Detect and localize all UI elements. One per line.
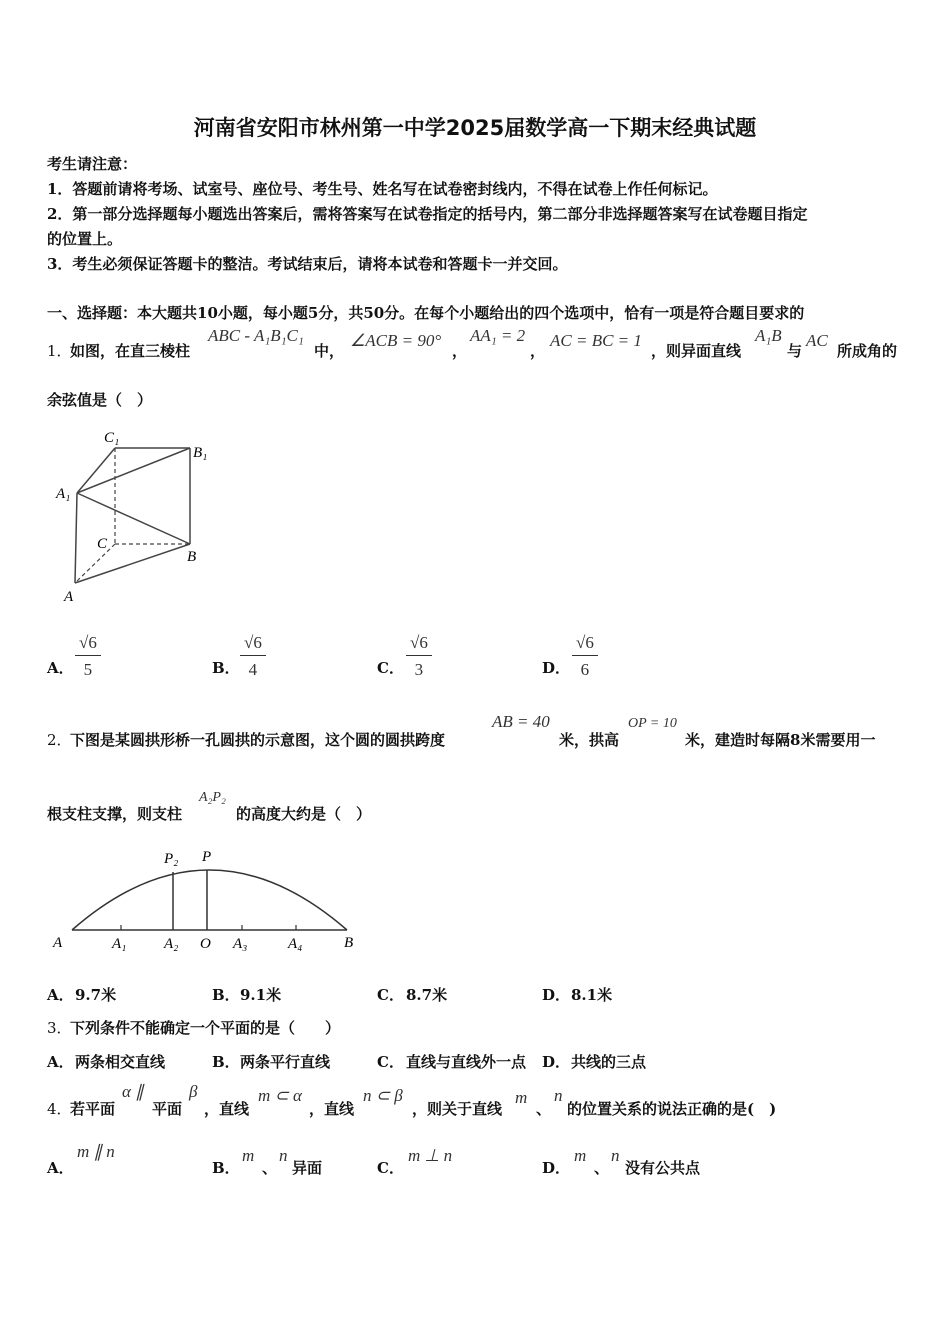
math-expression: m ⊂ α: [258, 1086, 302, 1105]
math-expression: AC: [806, 331, 828, 350]
prism-figure: [50, 420, 230, 610]
option-a-fraction[interactable]: [75, 633, 101, 680]
question-text: ，: [452, 342, 468, 360]
option-label: A．: [47, 1053, 74, 1071]
question-text: 如图，在直三棱柱: [70, 342, 191, 360]
question-text: 中，: [314, 342, 345, 360]
option-c-fraction[interactable]: [406, 633, 432, 680]
separator: 、: [594, 1159, 610, 1177]
label-c1: C₁: [104, 430, 120, 446]
denominator: 5: [83, 660, 93, 679]
label-a4: A₄: [288, 936, 303, 952]
denominator: 6: [580, 660, 590, 679]
option-b-math2[interactable]: n: [279, 1146, 288, 1165]
numerator: √6: [75, 633, 101, 656]
edge-ca: [75, 544, 115, 583]
option-b-fraction[interactable]: [240, 633, 266, 680]
math-expression: ABC - A₁B₁C₁: [208, 326, 304, 345]
numerator: √6: [572, 633, 598, 656]
option-b-math[interactable]: m: [242, 1146, 255, 1165]
notice-item: 3．考生必须保证答题卡的整洁。考试结束后，请将本试卷和答题卡一并交回。: [47, 255, 568, 273]
question-text: 、: [536, 1100, 552, 1118]
option-label: A．: [47, 1159, 74, 1177]
denominator: 4: [248, 660, 258, 679]
notice-item: 2．第一部分选择题每小题选出答案后，需将答案写在试卷指定的括号内，第二部分非选择题答案写在试卷题目指定: [47, 205, 808, 223]
option-label: A．: [47, 659, 74, 677]
option-d-text[interactable]: 共线的三点: [571, 1053, 647, 1071]
question-text: ，则关于直线: [412, 1100, 503, 1118]
question-text: 所成角的: [837, 342, 898, 360]
label-b: B: [344, 935, 354, 951]
option-label: C．: [377, 659, 404, 677]
math-expression: n: [554, 1086, 563, 1105]
question-text: 米，建造时每隔8米需要用一: [685, 731, 876, 749]
question-text: 与: [787, 342, 803, 360]
denominator: 3: [414, 660, 424, 679]
option-label: B．: [212, 659, 240, 677]
question-text: 余弦值是（ ）: [47, 391, 153, 409]
question-text: ，: [530, 342, 546, 360]
numerator: √6: [240, 633, 266, 656]
edge-ab: [75, 544, 190, 583]
option-d-text[interactable]: 没有公共点: [625, 1159, 701, 1177]
option-label: D．: [542, 1053, 571, 1071]
math-expression: ∠ACB = 90°: [350, 331, 442, 350]
question-number: 3．: [47, 1019, 72, 1037]
question-text: 平面: [152, 1100, 183, 1118]
math-expression: n ⊂ β: [363, 1086, 403, 1105]
question-text: 的高度大约是（ ）: [236, 805, 372, 823]
question-text: ，直线: [204, 1100, 250, 1118]
label-a: A: [64, 589, 74, 605]
label-o: O: [200, 936, 211, 952]
option-c-text[interactable]: 直线与直线外一点: [406, 1053, 527, 1071]
option-b-text[interactable]: 异面: [292, 1159, 323, 1177]
notice-item: 的位置上。: [47, 230, 123, 248]
option-label: C．: [377, 1159, 404, 1177]
option-d-math[interactable]: m: [574, 1146, 587, 1165]
option-a-text[interactable]: 9.7米: [75, 986, 117, 1004]
option-d-fraction[interactable]: [572, 633, 598, 680]
question-number: 1．: [47, 342, 72, 360]
notice-item: 1．答题前请将考场、试室号、座位号、考生号、姓名写在试卷密封线内，不得在试卷上作任何标记。: [47, 180, 718, 198]
option-label: C．: [377, 986, 404, 1004]
question-number: 2．: [47, 731, 72, 749]
separator: 、: [262, 1159, 278, 1177]
edge-a1a: [75, 493, 77, 583]
option-label: B．: [212, 986, 240, 1004]
option-label: A．: [47, 986, 74, 1004]
option-label: D．: [542, 1159, 571, 1177]
notice-heading: 考生请注意：: [47, 155, 138, 173]
math-expression: OP = 10: [628, 716, 677, 731]
label-b: B: [187, 549, 197, 565]
numerator: √6: [406, 633, 432, 656]
arch-figure: [45, 840, 375, 960]
label-a2: A₂: [164, 936, 179, 952]
option-label: D．: [542, 986, 571, 1004]
label-a3: A₃: [233, 936, 248, 952]
question-text: 的位置关系的说法正确的是( ): [567, 1100, 777, 1118]
label-p: P: [202, 849, 212, 865]
option-a-math[interactable]: m ∥ n: [77, 1142, 115, 1161]
label-a: A: [53, 935, 63, 951]
math-expression: AB = 40: [492, 712, 550, 731]
edge-a1b: [77, 493, 190, 544]
option-label: B．: [212, 1159, 240, 1177]
label-c: C: [97, 536, 108, 552]
label-a1: A₁: [112, 936, 127, 952]
page-title: 河南省安阳市林州第一中学2025届数学高一下期末经典试题: [193, 116, 757, 140]
math-expression: m: [515, 1088, 528, 1107]
question-number: 4．: [47, 1100, 72, 1118]
math-expression: β: [189, 1082, 198, 1101]
label-a1: A₁: [56, 486, 71, 502]
question-text: 根支柱支撑，则支柱: [47, 805, 183, 823]
option-b-text[interactable]: 两条平行直线: [240, 1053, 331, 1071]
math-expression: A₁B: [755, 326, 782, 345]
option-d-text[interactable]: 8.1米: [571, 986, 613, 1004]
math-expression: AC = BC = 1: [550, 331, 642, 350]
section-heading: 一、选择题：本大题共10小题，每小题5分，共50分。在每个小题给出的四个选项中，恰有一项是符合题目要求的: [47, 304, 805, 322]
option-c-text[interactable]: 8.7米: [406, 986, 448, 1004]
label-p2: P₂: [164, 851, 179, 867]
edge-c1a1: [77, 448, 115, 493]
math-expression: α ∥: [122, 1082, 144, 1101]
question-text: 下图是某圆拱形桥一孔圆拱的示意图，这个圆的圆拱跨度: [70, 731, 446, 749]
arch-curve: [72, 870, 347, 930]
option-b-text[interactable]: 9.1米: [240, 986, 282, 1004]
question-text: ，直线: [309, 1100, 355, 1118]
option-d-math2[interactable]: n: [611, 1146, 620, 1165]
question-text: 米，拱高: [559, 731, 620, 749]
label-b1: B₁: [193, 445, 208, 461]
option-c-math[interactable]: m ⊥ n: [408, 1146, 453, 1165]
question-text: 下列条件不能确定一个平面的是（ ）: [70, 1019, 341, 1037]
option-label: D．: [542, 659, 571, 677]
option-a-text[interactable]: 两条相交直线: [75, 1053, 166, 1071]
math-expression: AA₁ = 2: [470, 326, 526, 345]
edge-a1b1: [77, 448, 190, 493]
option-label: C．: [377, 1053, 404, 1071]
math-expression: A₂P₂: [199, 790, 226, 805]
option-label: B．: [212, 1053, 240, 1071]
question-text: 若平面: [70, 1100, 116, 1118]
question-text: ，则异面直线: [651, 342, 742, 360]
